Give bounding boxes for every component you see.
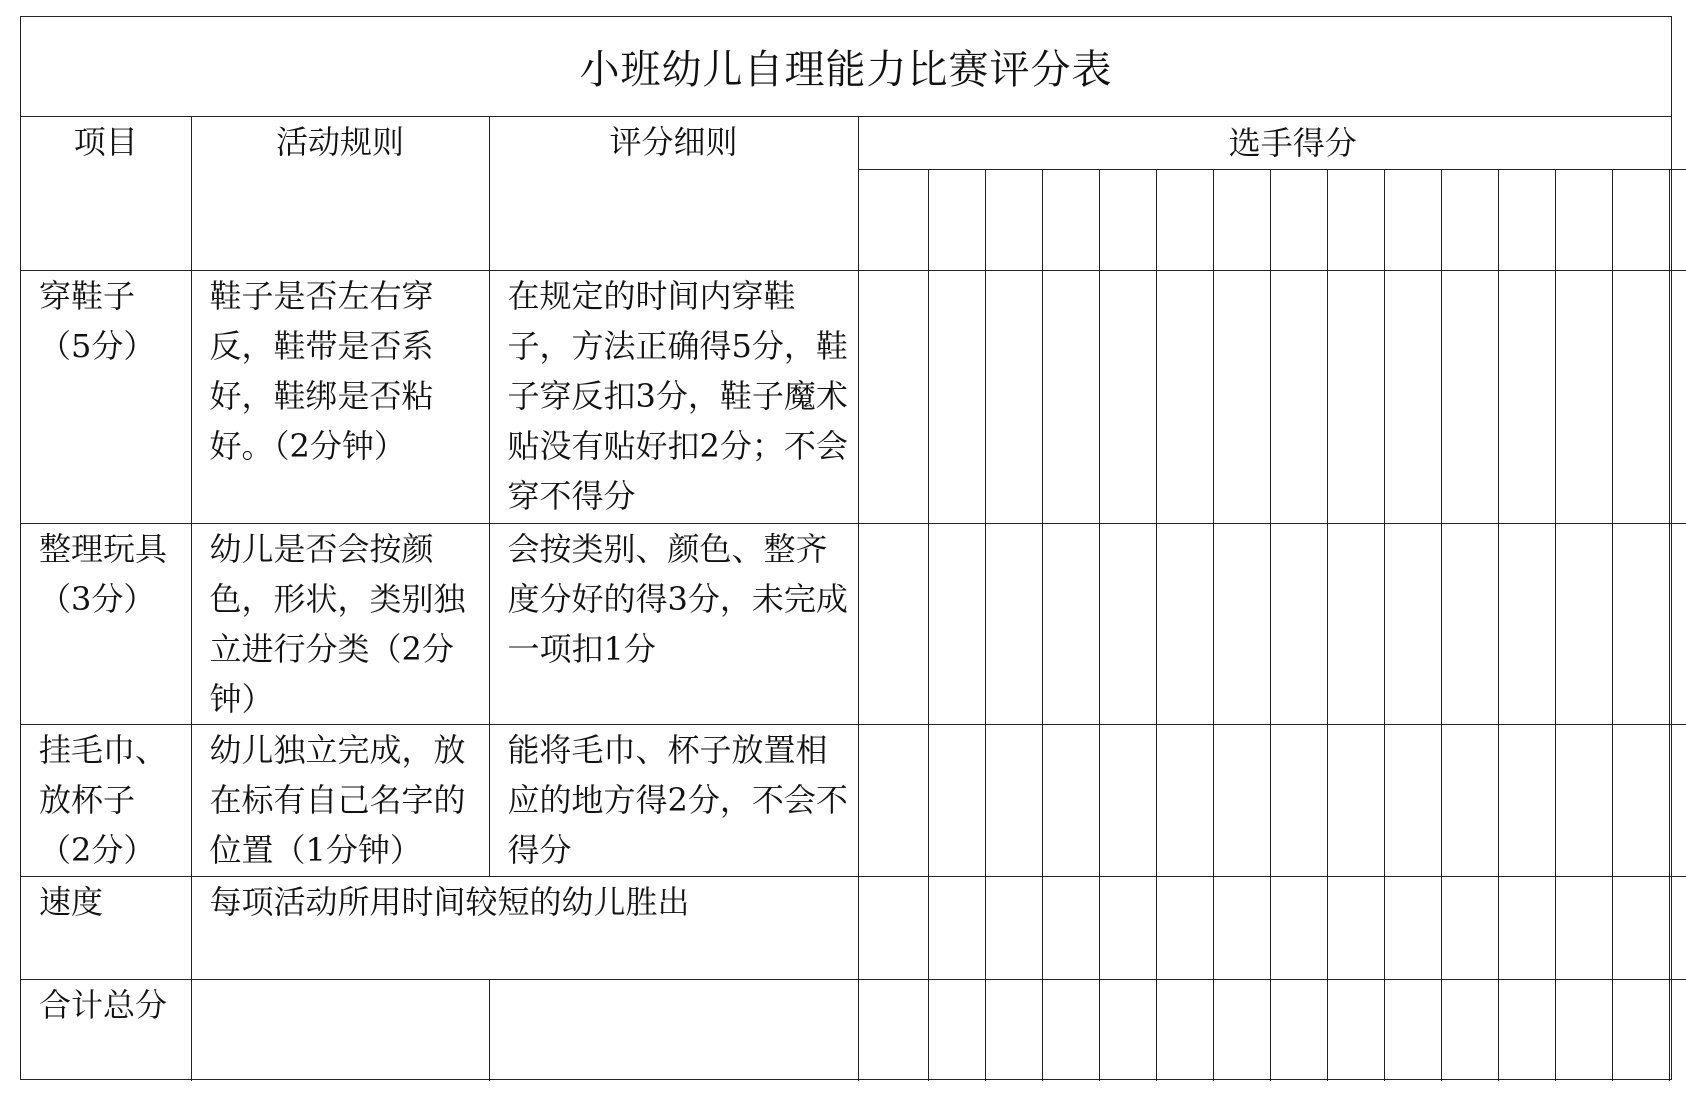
speed-rule-cell [191, 876, 858, 979]
rules-text: 幼儿是否会按颜色，形状，类别独立进行分类（2分钟） [209, 529, 466, 718]
score-cell[interactable] [1498, 523, 1555, 724]
player-header-cell[interactable] [858, 169, 928, 270]
score-cell[interactable] [1669, 270, 1686, 523]
score-cell[interactable] [1042, 523, 1099, 724]
scoring-text: 能将毛巾、杯子放置相应的地方得2分，不会不得分 [507, 730, 848, 869]
rules-cell [191, 523, 489, 724]
score-cell[interactable] [1384, 270, 1441, 523]
score-cell[interactable] [1213, 523, 1270, 724]
player-header-cell[interactable] [1327, 169, 1384, 270]
score-cell[interactable] [858, 724, 928, 876]
score-cell[interactable] [1156, 270, 1213, 523]
total-item-text: 合计总分 [39, 985, 168, 1024]
score-cell[interactable] [928, 876, 985, 979]
player-header-cell[interactable] [928, 169, 985, 270]
score-cell[interactable] [928, 270, 985, 523]
score-cell[interactable] [858, 523, 928, 724]
score-cell[interactable] [1612, 979, 1669, 1081]
score-cell[interactable] [1555, 979, 1612, 1081]
score-cell[interactable] [985, 876, 1042, 979]
score-cell[interactable] [1669, 724, 1686, 876]
score-cell[interactable] [858, 270, 928, 523]
item-cell [21, 724, 191, 876]
item-cell [21, 876, 191, 979]
score-cell[interactable] [1099, 979, 1156, 1081]
score-cell[interactable] [985, 270, 1042, 523]
header-scoring: 评分细则 [489, 117, 858, 270]
rules-text: 鞋子是否左右穿反，鞋带是否系好，鞋绑是否粘好。（2分钟） [209, 276, 434, 465]
score-cell[interactable] [1384, 979, 1441, 1081]
scoring-cell [489, 724, 858, 876]
score-cell[interactable] [1555, 523, 1612, 724]
score-cell[interactable] [1384, 523, 1441, 724]
rules-text: 幼儿独立完成，放在标有自己名字的位置（1分钟） [209, 730, 466, 869]
player-header-cell[interactable] [1498, 169, 1555, 270]
score-cell[interactable] [1270, 523, 1327, 724]
score-cell[interactable] [1099, 523, 1156, 724]
score-cell[interactable] [1555, 724, 1612, 876]
total-scoring-cell [489, 979, 858, 1081]
scoring-text: 会按类别、颜色、整齐度分好的得3分，未完成一项扣1分 [507, 529, 848, 668]
header-item: 项目 [21, 117, 191, 270]
score-cell[interactable] [1327, 270, 1384, 523]
item-cell [21, 979, 191, 1081]
score-cell[interactable] [1270, 270, 1327, 523]
player-header-cell[interactable] [1156, 169, 1213, 270]
score-cell[interactable] [1213, 876, 1270, 979]
score-cell[interactable] [1441, 270, 1498, 523]
total-row [21, 979, 1686, 1081]
score-cell[interactable] [928, 979, 985, 1081]
score-cell[interactable] [1042, 724, 1099, 876]
player-header-cell[interactable] [1555, 169, 1612, 270]
score-cell[interactable] [1498, 270, 1555, 523]
item-cell [21, 270, 191, 523]
score-cell[interactable] [1555, 270, 1612, 523]
score-cell[interactable] [1213, 270, 1270, 523]
scoring-sheet [20, 16, 1672, 1080]
score-cell[interactable] [1498, 876, 1555, 979]
score-cell[interactable] [1327, 979, 1384, 1081]
score-cell[interactable] [985, 523, 1042, 724]
score-cell[interactable] [1156, 724, 1213, 876]
score-cell[interactable] [858, 979, 928, 1081]
score-cell[interactable] [1441, 523, 1498, 724]
item-text: 整理玩具（3分） [39, 529, 168, 618]
table-row [21, 724, 1686, 876]
score-cell[interactable] [985, 724, 1042, 876]
score-cell[interactable] [1042, 270, 1099, 523]
score-cell[interactable] [1669, 876, 1686, 979]
score-cell[interactable] [1441, 979, 1498, 1081]
score-cell[interactable] [1042, 876, 1099, 979]
player-header-cell[interactable] [1384, 169, 1441, 270]
header-scores: 选手得分 [858, 117, 1686, 169]
score-cell[interactable] [1099, 876, 1156, 979]
score-cell[interactable] [858, 876, 928, 979]
score-cell[interactable] [1498, 724, 1555, 876]
score-cell[interactable] [1156, 979, 1213, 1081]
item-text: 挂毛巾、放杯子（2分） [39, 730, 168, 869]
score-cell[interactable] [928, 523, 985, 724]
scoring-table [21, 117, 1686, 1081]
score-cell[interactable] [1099, 724, 1156, 876]
score-cell[interactable] [1213, 724, 1270, 876]
speed-item-text: 速度 [39, 882, 104, 921]
score-cell[interactable] [1612, 523, 1669, 724]
score-cell[interactable] [1669, 523, 1686, 724]
score-cell[interactable] [1042, 979, 1099, 1081]
score-cell[interactable] [1099, 270, 1156, 523]
item-text: 穿鞋子（5分） [39, 276, 156, 365]
scoring-cell [489, 270, 858, 523]
score-cell[interactable] [1270, 724, 1327, 876]
sheet-title: 小班幼儿自理能力比赛评分表 [21, 17, 1671, 117]
speed-row [21, 876, 1686, 979]
speed-rule-text: 每项活动所用时间较短的幼儿胜出 [209, 882, 690, 921]
item-cell [21, 523, 191, 724]
score-cell[interactable] [985, 979, 1042, 1081]
score-cell[interactable] [1441, 724, 1498, 876]
scoring-cell [489, 523, 858, 724]
score-cell[interactable] [1327, 724, 1384, 876]
total-rules-cell [191, 979, 489, 1081]
score-cell[interactable] [1384, 876, 1441, 979]
score-cell[interactable] [928, 724, 985, 876]
score-cell[interactable] [1156, 523, 1213, 724]
rules-cell [191, 724, 489, 876]
rules-cell [191, 270, 489, 523]
score-cell[interactable] [1213, 979, 1270, 1081]
player-header-cell[interactable] [1213, 169, 1270, 270]
score-cell[interactable] [1441, 876, 1498, 979]
score-cell[interactable] [1327, 876, 1384, 979]
player-header-cell[interactable] [985, 169, 1042, 270]
score-cell[interactable] [1555, 876, 1612, 979]
score-cell[interactable] [1612, 724, 1669, 876]
score-cell[interactable] [1327, 523, 1384, 724]
score-cell[interactable] [1669, 979, 1686, 1081]
score-cell[interactable] [1384, 724, 1441, 876]
table-row [21, 523, 1686, 724]
player-header-cell[interactable] [1612, 169, 1669, 270]
header-row [21, 117, 1686, 169]
score-cell[interactable] [1156, 876, 1213, 979]
score-cell[interactable] [1612, 270, 1669, 523]
header-rules: 活动规则 [191, 117, 489, 270]
score-cell[interactable] [1498, 979, 1555, 1081]
score-cell[interactable] [1270, 979, 1327, 1081]
player-header-cell[interactable] [1669, 169, 1686, 270]
player-header-cell[interactable] [1441, 169, 1498, 270]
player-header-cell[interactable] [1270, 169, 1327, 270]
player-header-cell[interactable] [1042, 169, 1099, 270]
table-row [21, 270, 1686, 523]
score-cell[interactable] [1270, 876, 1327, 979]
player-header-cell[interactable] [1099, 169, 1156, 270]
scoring-text: 在规定的时间内穿鞋子，方法正确得5分，鞋子穿反扣3分，鞋子魔术贴没有贴好扣2分；不会穿不得分 [507, 276, 848, 515]
score-cell[interactable] [1612, 876, 1669, 979]
